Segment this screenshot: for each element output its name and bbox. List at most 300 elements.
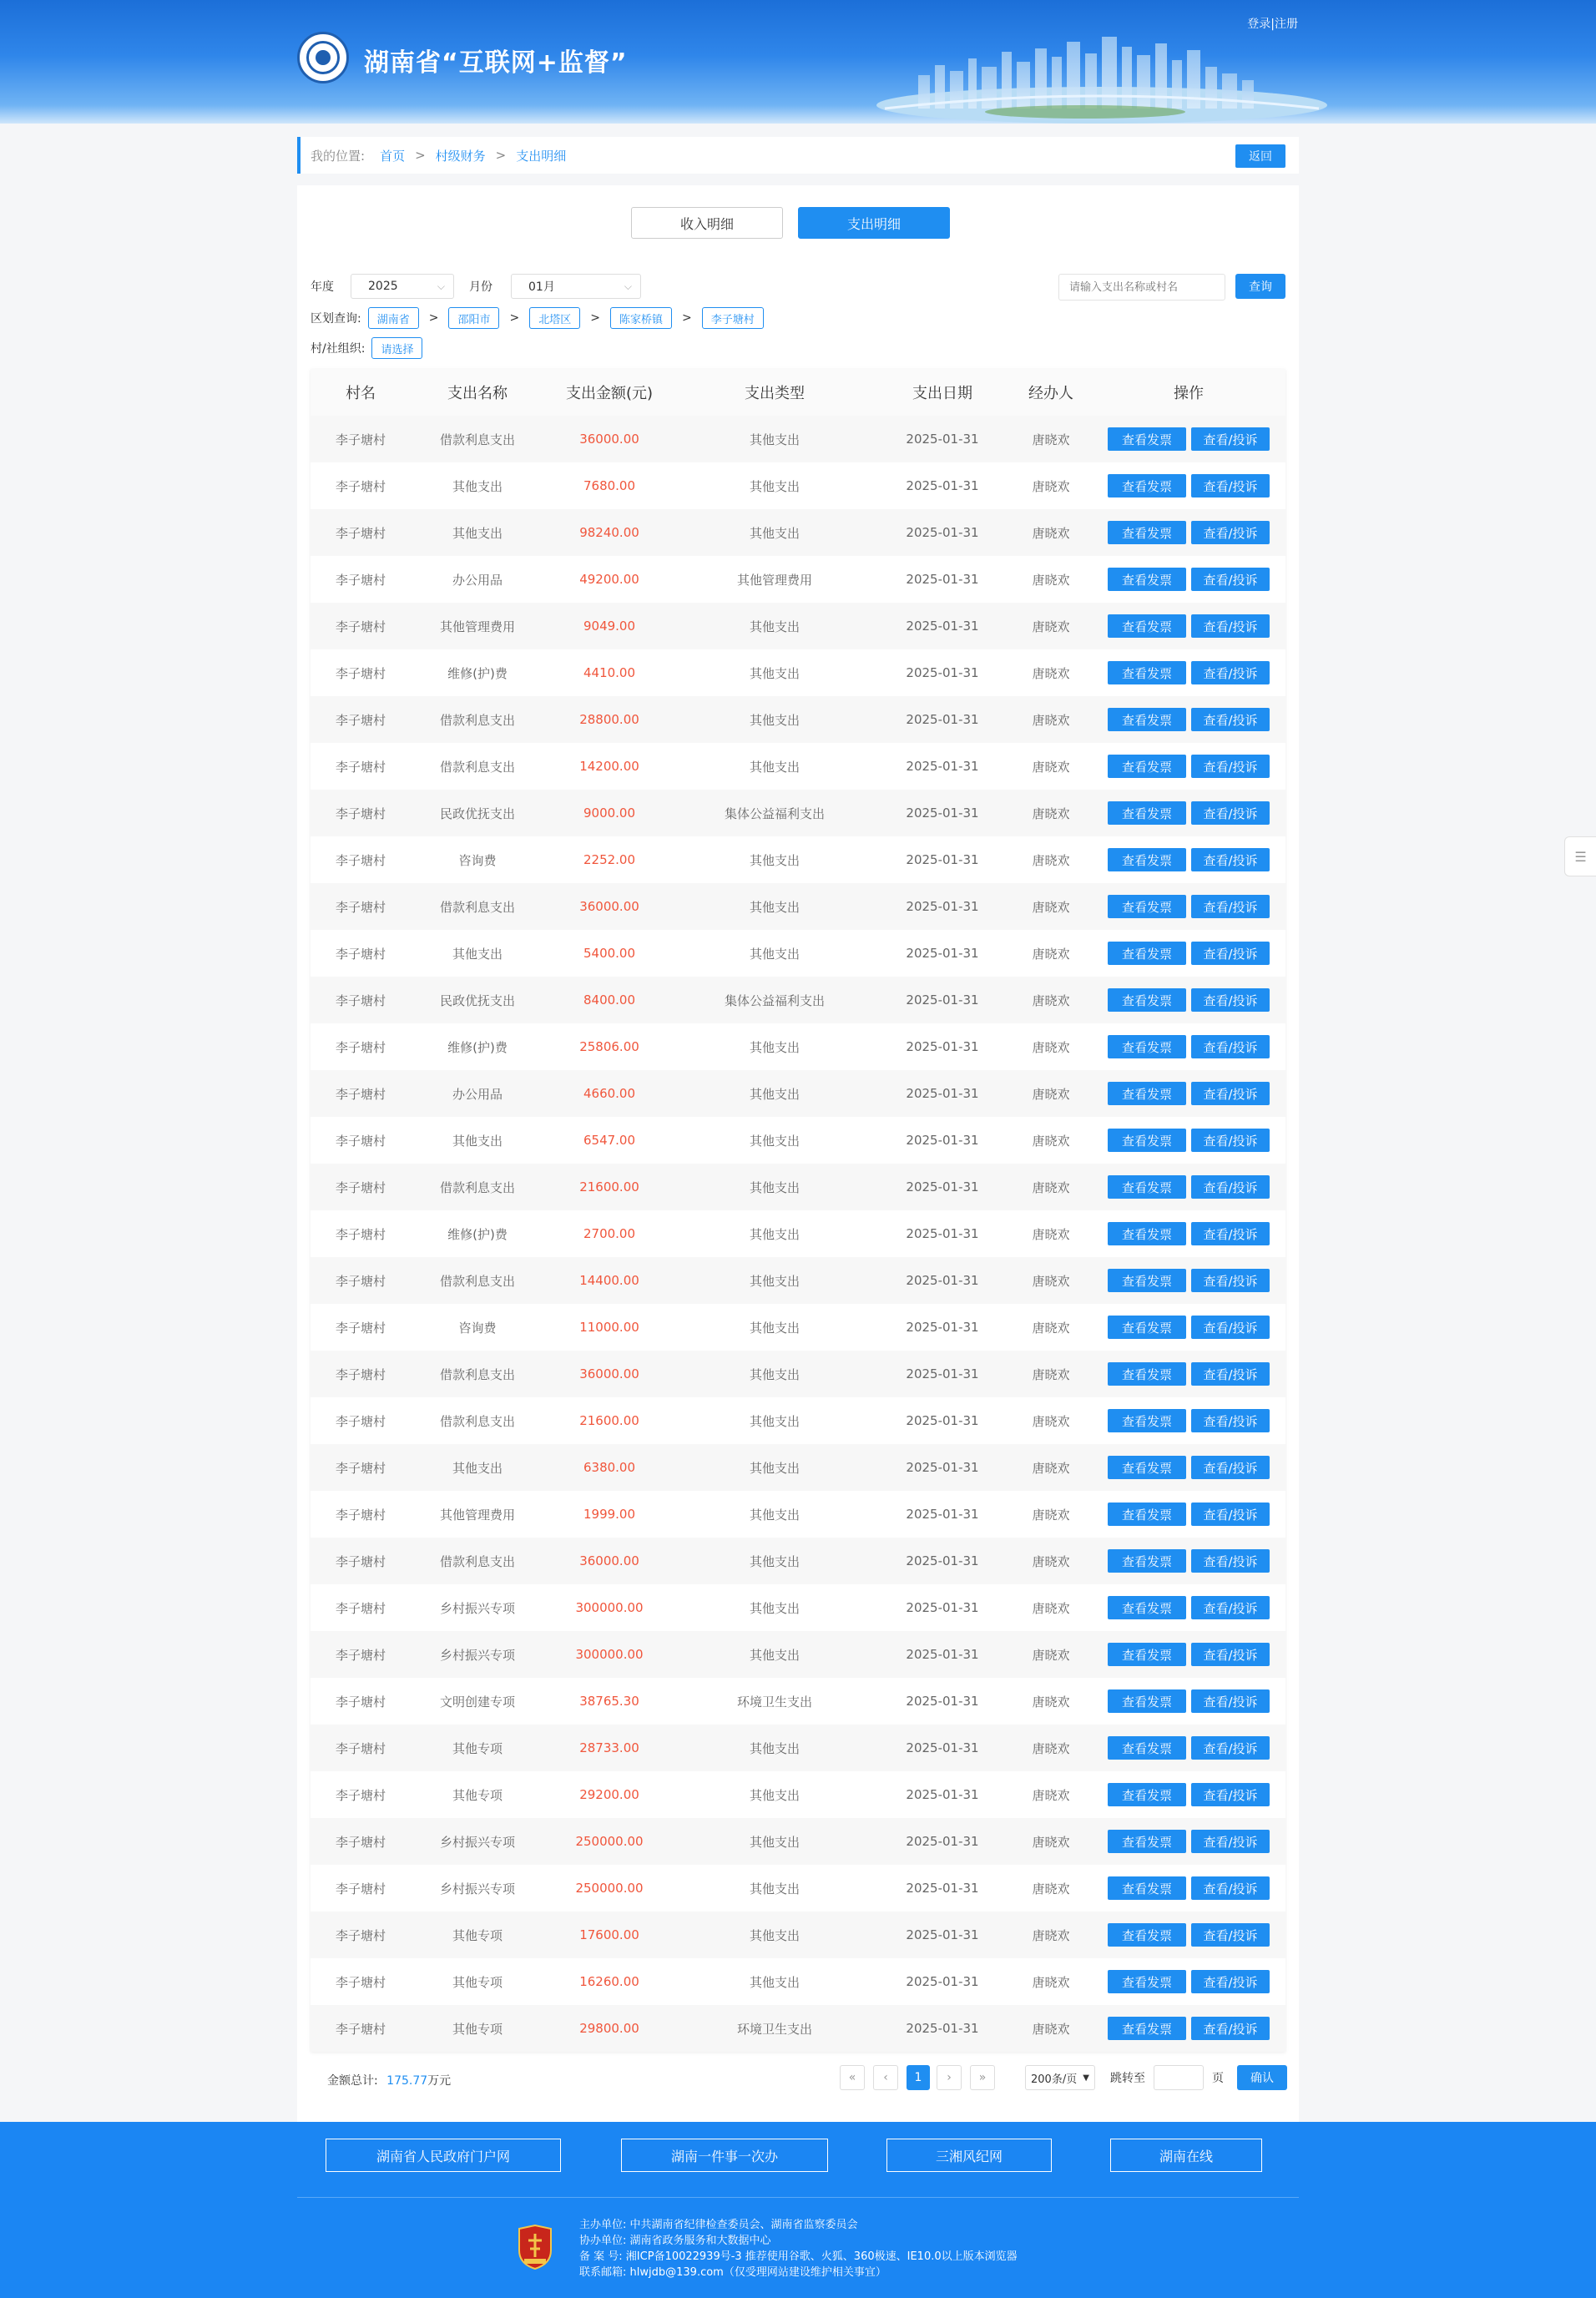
footer-link-hunan-gov[interactable]: 湖南省人民政府门户网 — [326, 2139, 561, 2172]
cell-expense-name: 借款利息支出 — [411, 1351, 544, 1397]
side-menu-toggle-icon[interactable]: ☰ — [1564, 836, 1596, 876]
cell-expense-name: 民政优抚支出 — [411, 977, 544, 1023]
cell-amount: 36000.00 — [544, 883, 674, 930]
view-invoice-button[interactable]: 查看发票 — [1108, 1830, 1186, 1853]
pagination — [840, 2065, 1287, 2090]
view-complaint-button[interactable]: 查看/投诉 — [1191, 1129, 1270, 1152]
expense-table — [311, 369, 1285, 2052]
view-invoice-button[interactable]: 查看发票 — [1108, 1316, 1186, 1339]
view-invoice-button[interactable]: 查看发票 — [1108, 708, 1186, 731]
view-complaint-button[interactable]: 查看/投诉 — [1191, 1549, 1270, 1573]
cell-expense-name: 借款利息支出 — [411, 743, 544, 790]
view-complaint-button[interactable]: 查看/投诉 — [1191, 1409, 1270, 1432]
view-complaint-button[interactable]: 查看/投诉 — [1191, 848, 1270, 871]
first-page-button[interactable]: « — [840, 2065, 865, 2090]
cell-amount: 28733.00 — [544, 1725, 674, 1771]
cell-expense-name: 其他专项 — [411, 1771, 544, 1818]
cell-expense-name: 其他支出 — [411, 509, 544, 556]
view-invoice-button[interactable]: 查看发票 — [1108, 942, 1186, 965]
view-complaint-button[interactable]: 查看/投诉 — [1191, 1456, 1270, 1479]
col-village: 村名 — [311, 369, 411, 416]
cell-actions — [1092, 1771, 1285, 1818]
view-complaint-button[interactable]: 查看/投诉 — [1191, 1689, 1270, 1713]
view-complaint-button[interactable]: 查看/投诉 — [1191, 1970, 1270, 1993]
view-complaint-button[interactable]: 查看/投诉 — [1191, 1783, 1270, 1806]
cell-village: 李子塘村 — [311, 1538, 411, 1584]
jump-page-input[interactable] — [1154, 2065, 1204, 2090]
table-row — [311, 977, 1285, 1023]
cell-expense-type: 其他支出 — [674, 1304, 875, 1351]
view-invoice-button[interactable]: 查看发票 — [1108, 1549, 1186, 1573]
cell-village: 李子塘村 — [311, 1631, 411, 1678]
view-complaint-button[interactable]: 查看/投诉 — [1191, 1316, 1270, 1339]
view-complaint-button[interactable]: 查看/投诉 — [1191, 755, 1270, 778]
tab-expense-detail[interactable]: 支出明细 — [798, 207, 950, 239]
cell-actions — [1092, 1865, 1285, 1912]
cell-village: 李子塘村 — [311, 1444, 411, 1491]
cell-expense-type: 其他支出 — [674, 1397, 875, 1444]
breadcrumb-separator: > — [415, 148, 426, 163]
cell-handler: 唐晓欢 — [1010, 509, 1092, 556]
site-title: 湖南省“互联网+监督” — [364, 48, 628, 78]
cell-actions — [1092, 1958, 1285, 2005]
view-complaint-button[interactable]: 查看/投诉 — [1191, 661, 1270, 684]
view-complaint-button[interactable]: 查看/投诉 — [1191, 801, 1270, 825]
view-complaint-button[interactable]: 查看/投诉 — [1191, 988, 1270, 1012]
region-tag-town[interactable]: 陈家桥镇 — [610, 307, 672, 329]
cell-amount: 49200.00 — [544, 556, 674, 603]
region-tag-province[interactable]: 湖南省 — [368, 307, 419, 329]
cell-village: 李子塘村 — [311, 930, 411, 977]
table-row — [311, 883, 1285, 930]
cell-actions — [1092, 462, 1285, 509]
cell-actions — [1092, 1631, 1285, 1678]
cell-expense-name: 办公用品 — [411, 1070, 544, 1117]
view-complaint-button[interactable]: 查看/投诉 — [1191, 1923, 1270, 1947]
cell-amount: 25806.00 — [544, 1023, 674, 1070]
view-complaint-button[interactable]: 查看/投诉 — [1191, 1830, 1270, 1853]
next-page-button[interactable]: › — [937, 2065, 962, 2090]
cell-actions — [1092, 790, 1285, 836]
cell-village: 李子塘村 — [311, 1912, 411, 1958]
view-complaint-button[interactable]: 查看/投诉 — [1191, 1736, 1270, 1760]
cell-date: 2025-01-31 — [875, 696, 1010, 743]
cell-expense-name: 维修(护)费 — [411, 1023, 544, 1070]
cell-amount: 2700.00 — [544, 1210, 674, 1257]
cell-expense-type: 其他管理费用 — [674, 556, 875, 603]
footer-info-key: 协办单位: — [579, 2235, 627, 2247]
view-complaint-button[interactable]: 查看/投诉 — [1191, 1503, 1270, 1526]
view-complaint-button[interactable]: 查看/投诉 — [1191, 942, 1270, 965]
cell-amount: 6380.00 — [544, 1444, 674, 1491]
cell-expense-name: 借款利息支出 — [411, 1397, 544, 1444]
footer-link-hunan-online[interactable]: 湖南在线 — [1110, 2139, 1262, 2172]
cell-date: 2025-01-31 — [875, 1164, 1010, 1210]
cell-expense-type: 其他支出 — [674, 509, 875, 556]
cell-village: 李子塘村 — [311, 2005, 411, 2052]
cell-village: 李子塘村 — [311, 556, 411, 603]
cell-village: 李子塘村 — [311, 1023, 411, 1070]
cell-village: 李子塘村 — [311, 1117, 411, 1164]
cell-village: 李子塘村 — [311, 1958, 411, 2005]
cell-amount: 4660.00 — [544, 1070, 674, 1117]
view-complaint-button[interactable]: 查看/投诉 — [1191, 708, 1270, 731]
table-row — [311, 1444, 1285, 1491]
cell-handler: 唐晓欢 — [1010, 1397, 1092, 1444]
cell-handler: 唐晓欢 — [1010, 883, 1092, 930]
region-tag-city[interactable]: 邵阳市 — [448, 307, 499, 329]
cell-actions — [1092, 1818, 1285, 1865]
view-complaint-button[interactable]: 查看/投诉 — [1191, 1596, 1270, 1619]
table-row — [311, 930, 1285, 977]
region-tag-district[interactable]: 北塔区 — [529, 307, 580, 329]
cell-village: 李子塘村 — [311, 1397, 411, 1444]
cell-date: 2025-01-31 — [875, 1117, 1010, 1164]
org-select-tag[interactable]: 请选择 — [371, 337, 422, 359]
cell-actions — [1092, 509, 1285, 556]
cell-amount: 36000.00 — [544, 1538, 674, 1584]
cell-date: 2025-01-31 — [875, 1631, 1010, 1678]
year-select[interactable] — [351, 274, 454, 299]
view-complaint-button[interactable]: 查看/投诉 — [1191, 1362, 1270, 1386]
table-row — [311, 1304, 1285, 1351]
cell-handler: 唐晓欢 — [1010, 1818, 1092, 1865]
cell-village: 李子塘村 — [311, 1818, 411, 1865]
cell-actions — [1092, 836, 1285, 883]
cell-expense-name: 办公用品 — [411, 556, 544, 603]
cell-expense-name: 借款利息支出 — [411, 1257, 544, 1304]
cell-date: 2025-01-31 — [875, 1397, 1010, 1444]
view-complaint-button[interactable]: 查看/投诉 — [1191, 1175, 1270, 1199]
view-invoice-button[interactable]: 查看发票 — [1108, 1876, 1186, 1900]
view-invoice-button[interactable]: 查看发票 — [1108, 1129, 1186, 1152]
confirm-jump-button[interactable]: 确认 — [1237, 2065, 1287, 2090]
breadcrumb-expense-detail[interactable]: 支出明细 — [516, 148, 567, 164]
total-value: 175.77 — [386, 2074, 428, 2088]
cell-handler: 唐晓欢 — [1010, 1351, 1092, 1397]
view-invoice-button[interactable]: 查看发票 — [1108, 1736, 1186, 1760]
region-tag-village[interactable]: 李子塘村 — [702, 307, 764, 329]
cell-handler: 唐晓欢 — [1010, 1304, 1092, 1351]
cell-handler: 唐晓欢 — [1010, 1912, 1092, 1958]
table-row — [311, 1164, 1285, 1210]
cell-handler: 唐晓欢 — [1010, 416, 1092, 462]
view-invoice-button[interactable]: 查看发票 — [1108, 661, 1186, 684]
table-row — [311, 1771, 1285, 1818]
cell-date: 2025-01-31 — [875, 977, 1010, 1023]
cell-expense-type: 其他支出 — [674, 1584, 875, 1631]
col-expense-name: 支出名称 — [411, 369, 544, 416]
table-row — [311, 1491, 1285, 1538]
site-logo-icon[interactable] — [297, 32, 349, 83]
cell-date: 2025-01-31 — [875, 1070, 1010, 1117]
table-row — [311, 696, 1285, 743]
cell-expense-type: 环境卫生支出 — [674, 1678, 875, 1725]
breadcrumb-separator: > — [495, 148, 507, 163]
view-complaint-button[interactable]: 查看/投诉 — [1191, 1082, 1270, 1105]
view-invoice-button[interactable]: 查看发票 — [1108, 2017, 1186, 2040]
view-invoice-button[interactable]: 查看发票 — [1108, 1409, 1186, 1432]
view-complaint-button[interactable]: 查看/投诉 — [1191, 2017, 1270, 2040]
view-invoice-button[interactable]: 查看发票 — [1108, 427, 1186, 451]
org-filter-row — [311, 337, 422, 359]
table-row — [311, 1210, 1285, 1257]
query-button[interactable]: 查询 — [1235, 274, 1285, 299]
cell-date: 2025-01-31 — [875, 1351, 1010, 1397]
view-invoice-button[interactable]: 查看发票 — [1108, 1456, 1186, 1479]
cell-handler: 唐晓欢 — [1010, 1538, 1092, 1584]
cell-expense-type: 其他支出 — [674, 1210, 875, 1257]
date-filter-row — [311, 274, 641, 299]
footer-info — [579, 2217, 1018, 2280]
col-amount: 支出金额(元) — [544, 369, 674, 416]
cell-village: 李子塘村 — [311, 1257, 411, 1304]
cell-date: 2025-01-31 — [875, 1771, 1010, 1818]
view-invoice-button[interactable]: 查看发票 — [1108, 614, 1186, 638]
footer-link-hunan-one-thing[interactable]: 湖南一件事一次办 — [621, 2139, 828, 2172]
col-expense-type: 支出类型 — [674, 369, 875, 416]
cell-amount: 98240.00 — [544, 509, 674, 556]
cell-expense-type: 其他支出 — [674, 1725, 875, 1771]
cell-date: 2025-01-31 — [875, 930, 1010, 977]
cell-date: 2025-01-31 — [875, 883, 1010, 930]
jump-label: 跳转至 — [1110, 2072, 1145, 2085]
view-invoice-button[interactable]: 查看发票 — [1108, 755, 1186, 778]
cell-handler: 唐晓欢 — [1010, 1771, 1092, 1818]
cell-handler: 唐晓欢 — [1010, 836, 1092, 883]
cell-date: 2025-01-31 — [875, 1725, 1010, 1771]
page-1-button[interactable]: 1 — [907, 2065, 930, 2090]
cell-handler: 唐晓欢 — [1010, 2005, 1092, 2052]
view-complaint-button[interactable]: 查看/投诉 — [1191, 521, 1270, 544]
cell-handler: 唐晓欢 — [1010, 1584, 1092, 1631]
view-invoice-button[interactable]: 查看发票 — [1108, 1643, 1186, 1666]
cell-expense-type: 其他支出 — [674, 416, 875, 462]
cell-village: 李子塘村 — [311, 977, 411, 1023]
back-button[interactable]: 返回 — [1235, 144, 1285, 168]
cell-expense-type: 其他支出 — [674, 1164, 875, 1210]
view-complaint-button[interactable]: 查看/投诉 — [1191, 1643, 1270, 1666]
cell-expense-name: 咨询费 — [411, 1304, 544, 1351]
cell-date: 2025-01-31 — [875, 743, 1010, 790]
table-row — [311, 1818, 1285, 1865]
view-complaint-button[interactable]: 查看/投诉 — [1191, 1269, 1270, 1292]
view-invoice-button[interactable]: 查看发票 — [1108, 1503, 1186, 1526]
cell-expense-name: 民政优抚支出 — [411, 790, 544, 836]
footer-link-sanxiang-fengji[interactable]: 三湘风纪网 — [886, 2139, 1052, 2172]
cell-actions — [1092, 1538, 1285, 1584]
last-page-button[interactable]: » — [970, 2065, 995, 2090]
breadcrumb-village-finance[interactable]: 村级财务 — [435, 148, 486, 164]
cell-expense-name: 其他管理费用 — [411, 603, 544, 649]
view-complaint-button[interactable]: 查看/投诉 — [1191, 474, 1270, 497]
cell-date: 2025-01-31 — [875, 509, 1010, 556]
cell-expense-name: 其他支出 — [411, 462, 544, 509]
region-separator: > — [590, 311, 600, 325]
cell-expense-type: 其他支出 — [674, 1631, 875, 1678]
footer-info-value: 湘ICP备10022939号-3 推荐使用谷歌、火狐、360极速、IE10.0以上版本浏览器 — [625, 2250, 1018, 2263]
table-row — [311, 1538, 1285, 1584]
view-invoice-button[interactable]: 查看发票 — [1108, 1222, 1186, 1245]
cell-actions — [1092, 1584, 1285, 1631]
view-complaint-button[interactable]: 查看/投诉 — [1191, 427, 1270, 451]
view-complaint-button[interactable]: 查看/投诉 — [1191, 568, 1270, 591]
cell-date: 2025-01-31 — [875, 1818, 1010, 1865]
cell-date: 2025-01-31 — [875, 1912, 1010, 1958]
view-complaint-button[interactable]: 查看/投诉 — [1191, 614, 1270, 638]
table-body — [311, 416, 1285, 2052]
view-complaint-button[interactable]: 查看/投诉 — [1191, 1035, 1270, 1058]
footer-info-value: hlwjdb@139.com（仅受理网站建设维护相关事宜） — [629, 2266, 886, 2279]
cell-expense-type: 其他支出 — [674, 1771, 875, 1818]
cell-amount: 21600.00 — [544, 1397, 674, 1444]
cell-village: 李子塘村 — [311, 1210, 411, 1257]
cell-date: 2025-01-31 — [875, 649, 1010, 696]
cell-expense-type: 其他支出 — [674, 649, 875, 696]
breadcrumb-label: 我的位置: — [311, 148, 366, 164]
cell-actions — [1092, 2005, 1285, 2052]
cell-expense-type: 其他支出 — [674, 603, 875, 649]
view-invoice-button[interactable]: 查看发票 — [1108, 848, 1186, 871]
cell-actions — [1092, 1678, 1285, 1725]
cell-actions — [1092, 1257, 1285, 1304]
cell-handler: 唐晓欢 — [1010, 1725, 1092, 1771]
cell-amount: 9000.00 — [544, 790, 674, 836]
cell-amount: 5400.00 — [544, 930, 674, 977]
region-separator: > — [509, 311, 520, 325]
prev-page-button[interactable]: ‹ — [873, 2065, 898, 2090]
cell-village: 李子塘村 — [311, 462, 411, 509]
cell-date: 2025-01-31 — [875, 1257, 1010, 1304]
cell-amount: 250000.00 — [544, 1818, 674, 1865]
view-complaint-button[interactable]: 查看/投诉 — [1191, 895, 1270, 918]
cell-amount: 300000.00 — [544, 1631, 674, 1678]
cell-expense-type: 其他支出 — [674, 743, 875, 790]
cell-village: 李子塘村 — [311, 509, 411, 556]
month-select[interactable] — [511, 274, 641, 299]
cell-date: 2025-01-31 — [875, 2005, 1010, 2052]
cell-expense-type: 其他支出 — [674, 1958, 875, 2005]
cell-amount: 300000.00 — [544, 1584, 674, 1631]
page-size-value: 200条/页 — [1031, 2073, 1078, 2086]
cell-expense-type: 其他支出 — [674, 1444, 875, 1491]
cell-actions — [1092, 1397, 1285, 1444]
cell-amount: 21600.00 — [544, 1164, 674, 1210]
cell-expense-name: 借款利息支出 — [411, 696, 544, 743]
cell-amount: 250000.00 — [544, 1865, 674, 1912]
view-complaint-button[interactable]: 查看/投诉 — [1191, 1222, 1270, 1245]
table-row — [311, 462, 1285, 509]
footer-info-row — [579, 2233, 1018, 2249]
cell-handler: 唐晓欢 — [1010, 1257, 1092, 1304]
view-invoice-button[interactable]: 查看发票 — [1108, 1362, 1186, 1386]
breadcrumb — [297, 137, 1299, 174]
view-invoice-button[interactable]: 查看发票 — [1108, 1082, 1186, 1105]
cell-expense-name: 维修(护)费 — [411, 649, 544, 696]
cell-expense-type: 其他支出 — [674, 1865, 875, 1912]
cell-handler: 唐晓欢 — [1010, 1444, 1092, 1491]
login-register-link[interactable]: 登录|注册 — [1247, 18, 1298, 31]
cell-expense-type: 其他支出 — [674, 1538, 875, 1584]
cell-actions — [1092, 649, 1285, 696]
view-invoice-button[interactable]: 查看发票 — [1108, 1923, 1186, 1947]
view-complaint-button[interactable]: 查看/投诉 — [1191, 1876, 1270, 1900]
page-size-select[interactable] — [1025, 2065, 1095, 2090]
month-label: 月份 — [469, 280, 492, 294]
col-date: 支出日期 — [875, 369, 1010, 416]
view-invoice-button[interactable]: 查看发票 — [1108, 1269, 1186, 1292]
cell-handler: 唐晓欢 — [1010, 743, 1092, 790]
government-badge-icon[interactable] — [516, 2224, 554, 2270]
view-invoice-button[interactable]: 查看发票 — [1108, 1970, 1186, 1993]
breadcrumb-home[interactable]: 首页 — [380, 148, 406, 164]
footer-info-key: 主办单位: — [579, 2219, 627, 2231]
table-row — [311, 1117, 1285, 1164]
cell-handler: 唐晓欢 — [1010, 462, 1092, 509]
cell-date: 2025-01-31 — [875, 1865, 1010, 1912]
view-invoice-button[interactable]: 查看发票 — [1108, 1689, 1186, 1713]
view-invoice-button[interactable]: 查看发票 — [1108, 1596, 1186, 1619]
cell-actions — [1092, 696, 1285, 743]
cell-village: 李子塘村 — [311, 790, 411, 836]
cell-expense-name: 借款利息支出 — [411, 1164, 544, 1210]
footer-info-value: 湖南省政务服务和大数据中心 — [629, 2235, 771, 2247]
view-invoice-button[interactable]: 查看发票 — [1108, 895, 1186, 918]
cell-actions — [1092, 1210, 1285, 1257]
cell-amount: 8400.00 — [544, 977, 674, 1023]
view-invoice-button[interactable]: 查看发票 — [1108, 801, 1186, 825]
table-row — [311, 649, 1285, 696]
cell-amount: 29200.00 — [544, 1771, 674, 1818]
cell-expense-name: 咨询费 — [411, 836, 544, 883]
cell-amount: 2252.00 — [544, 836, 674, 883]
view-invoice-button[interactable]: 查看发票 — [1108, 988, 1186, 1012]
tab-income-detail[interactable]: 收入明细 — [631, 207, 783, 239]
cell-amount: 1999.00 — [544, 1491, 674, 1538]
cell-amount: 4410.00 — [544, 649, 674, 696]
view-invoice-button[interactable]: 查看发票 — [1108, 1035, 1186, 1058]
site-header — [0, 0, 1596, 124]
cell-expense-name: 乡村振兴专项 — [411, 1631, 544, 1678]
view-invoice-button[interactable]: 查看发票 — [1108, 1175, 1186, 1199]
cell-amount: 36000.00 — [544, 1351, 674, 1397]
cell-date: 2025-01-31 — [875, 1444, 1010, 1491]
table-row — [311, 1678, 1285, 1725]
table-row — [311, 836, 1285, 883]
cell-handler: 唐晓欢 — [1010, 649, 1092, 696]
cell-handler: 唐晓欢 — [1010, 790, 1092, 836]
view-invoice-button[interactable]: 查看发票 — [1108, 474, 1186, 497]
search-input[interactable] — [1058, 274, 1225, 301]
cell-expense-name: 乡村振兴专项 — [411, 1584, 544, 1631]
view-invoice-button[interactable]: 查看发票 — [1108, 568, 1186, 591]
footer-info-key: 备 案 号: — [579, 2250, 623, 2263]
cell-village: 李子塘村 — [311, 1164, 411, 1210]
caret-down-icon: ▼ — [1083, 2073, 1089, 2083]
cell-amount: 36000.00 — [544, 416, 674, 462]
cell-expense-name: 借款利息支出 — [411, 1538, 544, 1584]
view-invoice-button[interactable]: 查看发票 — [1108, 521, 1186, 544]
cell-expense-type: 其他支出 — [674, 1491, 875, 1538]
cell-date: 2025-01-31 — [875, 462, 1010, 509]
cell-village: 李子塘村 — [311, 649, 411, 696]
table-row — [311, 1725, 1285, 1771]
table-header-row — [311, 369, 1285, 416]
cell-date: 2025-01-31 — [875, 836, 1010, 883]
footer-info-row — [579, 2265, 1018, 2280]
cell-expense-name: 其他专项 — [411, 1958, 544, 2005]
view-invoice-button[interactable]: 查看发票 — [1108, 1783, 1186, 1806]
